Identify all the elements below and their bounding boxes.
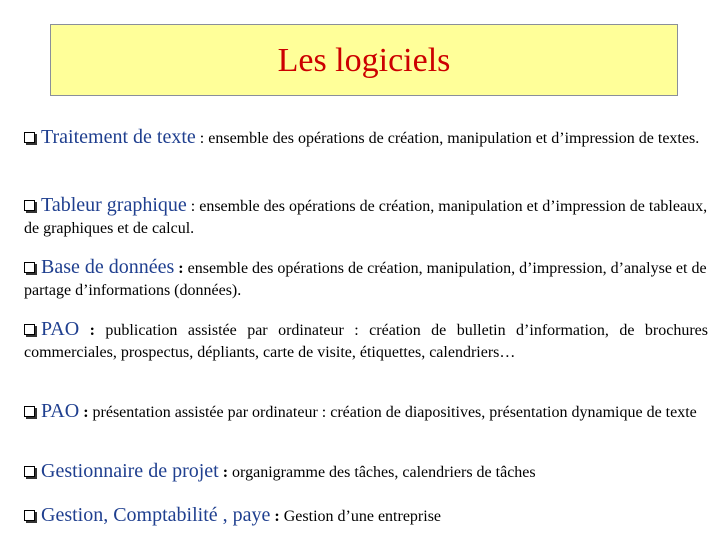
checkbox-bullet-icon <box>24 262 35 273</box>
list-item <box>24 256 708 302</box>
list-item <box>24 400 708 424</box>
checkbox-bullet-icon <box>24 132 35 143</box>
item-separator: : <box>190 198 196 215</box>
item-separator: : <box>178 260 184 277</box>
checkbox-bullet-icon <box>24 324 35 335</box>
item-text: Gestion d’une entreprise <box>283 508 442 525</box>
item-text: présentation assistée par ordinateur : création de diapositives, présentation dynamique de texte <box>92 404 697 421</box>
list-item <box>24 126 708 150</box>
item-term: Gestionnaire de projet <box>41 460 219 482</box>
item-text: ensemble des opérations de création, manipulation et d’impression de tableaux, de graphiques et de calcul. <box>24 198 708 237</box>
item-separator: : <box>199 130 205 147</box>
item-term: Gestion, Comptabilité , paye <box>41 504 271 526</box>
item-term: PAO <box>41 318 80 340</box>
list-item <box>24 460 708 484</box>
item-term: Base de données <box>41 256 175 278</box>
item-text: publication assistée par ordinateur : création de bulletin d’information, de brochures commerciales, prospectus, dépliants, carte de visite, étiquettes, calendriers… <box>24 322 708 361</box>
list-item <box>24 318 708 364</box>
title-box <box>50 24 678 96</box>
item-text: ensemble des opérations de création, manipulation et d’impression de textes. <box>208 130 700 147</box>
checkbox-bullet-icon <box>24 466 35 477</box>
item-separator: : <box>274 508 280 525</box>
item-separator: : <box>222 464 229 481</box>
checkbox-bullet-icon <box>24 406 35 417</box>
item-separator: : <box>89 322 95 339</box>
item-term: Traitement de texte <box>41 126 196 148</box>
list-item <box>24 194 708 240</box>
item-text: organigramme des tâches, calendriers de tâches <box>232 464 536 481</box>
item-term: Tableur graphique <box>41 194 187 216</box>
item-term: PAO <box>41 400 80 422</box>
item-separator: : <box>83 404 89 421</box>
item-text: ensemble des opérations de création, manipulation, d’impression, d’analyse et de partage d’informations (données). <box>24 260 707 299</box>
list-item <box>24 504 708 528</box>
page-title: Les logiciels <box>277 42 451 79</box>
checkbox-bullet-icon <box>24 510 35 521</box>
checkbox-bullet-icon <box>24 200 35 211</box>
